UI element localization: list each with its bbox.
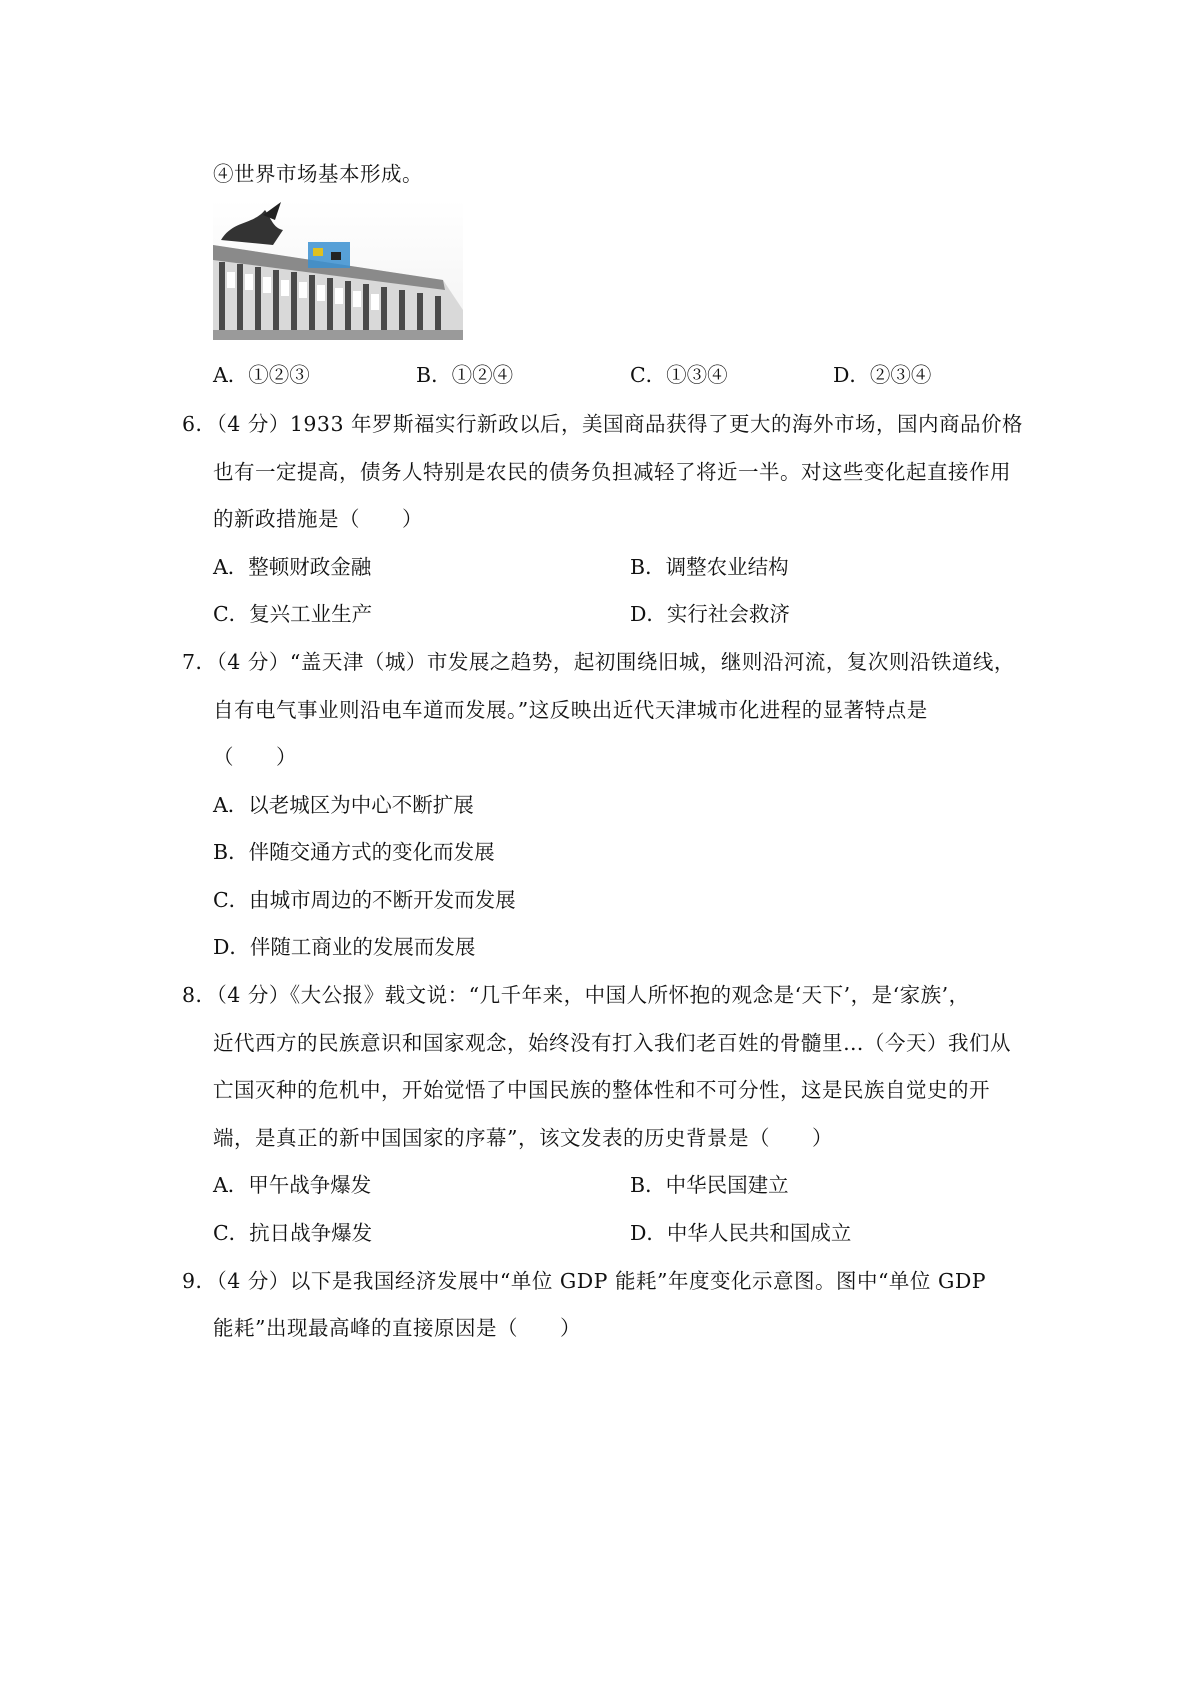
q5-option-a[interactable]: A．①②③	[213, 363, 310, 387]
q8-stem-line-4: 端，是真正的新中国国家的序幕”，该文发表的历史背景是（ ）	[213, 1126, 833, 1150]
building-photo-illustration	[213, 200, 463, 340]
q8-stem-line-2: 近代西方的民族意识和国家观念，始终没有打入我们老百姓的骨髓里…（今天）我们从	[213, 1031, 1011, 1055]
q5-option-d[interactable]: D．②③④	[833, 363, 932, 387]
q8-option-d[interactable]: D．中华人民共和国成立	[630, 1221, 852, 1245]
q9-stem-line-1: 9．（4 分）以下是我国经济发展中“单位 GDP 能耗”年度变化示意图。图中“单位 GDP	[182, 1269, 987, 1293]
q6-stem-line-3: 的新政措施是（ ）	[213, 507, 423, 531]
q6-option-d[interactable]: D．实行社会救济	[630, 602, 790, 626]
q6-option-b[interactable]: B．调整农业结构	[630, 555, 789, 579]
q7-option-b[interactable]: B．伴随交通方式的变化而发展	[213, 840, 495, 864]
q7-option-d[interactable]: D．伴随工商业的发展而发展	[213, 935, 476, 959]
q6-stem-line-2: 也有一定提高，债务人特别是农民的债务负担减轻了将近一半。对这些变化起直接作用	[213, 460, 1011, 484]
q6-option-a[interactable]: A．整顿财政金融	[213, 555, 372, 579]
q9-stem-line-2: 能耗”出现最高峰的直接原因是（ ）	[213, 1316, 581, 1340]
q5-option-b[interactable]: B．①②④	[416, 363, 514, 387]
q8-option-c[interactable]: C．抗日战争爆发	[213, 1221, 373, 1245]
q6-stem-line-1: 6．（4 分）1933 年罗斯福实行新政以后，美国商品获得了更大的海外市场，国内商品价格	[182, 412, 1024, 436]
q7-option-c[interactable]: C．由城市周边的不断开发而发展	[213, 888, 516, 912]
building-photo	[213, 200, 463, 340]
q8-stem-line-1: 8．（4 分）《大公报》载文说：“几千年来，中国人所怀抱的观念是‘天下’，是‘家族’，	[182, 983, 970, 1007]
q8-option-a[interactable]: A．甲午战争爆发	[213, 1173, 372, 1197]
q7-option-a[interactable]: A．以老城区为中心不断扩展	[213, 793, 474, 817]
q7-stem-line-2: 自有电气事业则沿电车道而发展。”这反映出近代天津城市化进程的显著特点是	[213, 698, 928, 722]
q8-stem-line-3: 亡国灭种的危机中，开始觉悟了中国民族的整体性和不可分性，这是民族自觉史的开	[213, 1078, 990, 1102]
q6-option-c[interactable]: C．复兴工业生产	[213, 602, 373, 626]
q5-item-4: ④世界市场基本形成。	[213, 162, 423, 186]
q7-stem-line-3: （ ）	[213, 745, 297, 769]
q5-option-c[interactable]: C．①③④	[630, 363, 728, 387]
q7-stem-line-1: 7．（4 分）“盖天津（城）市发展之趋势，起初围绕旧城，继则沿河流，复次则沿铁道线，	[182, 650, 1015, 674]
q8-option-b[interactable]: B．中华民国建立	[630, 1173, 789, 1197]
